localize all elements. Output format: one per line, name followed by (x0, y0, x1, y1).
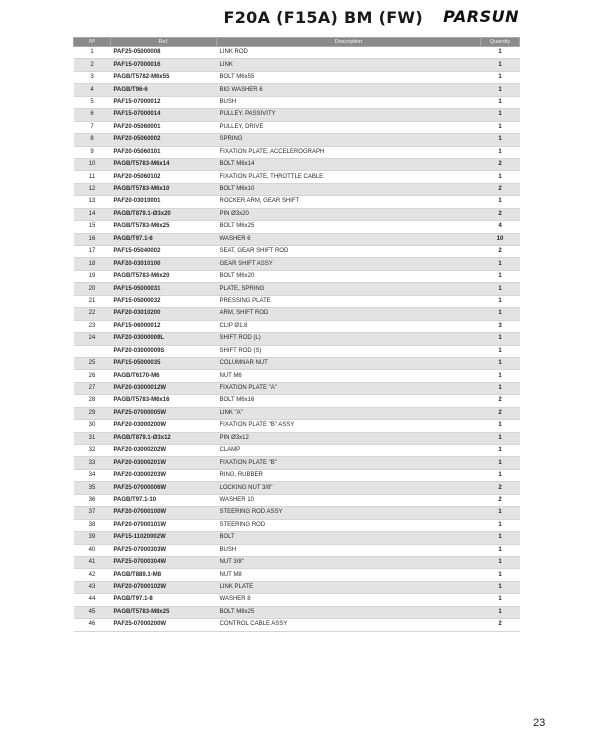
part-description: NUT M6 (217, 370, 481, 382)
part-quantity: 1 (481, 295, 520, 307)
part-reference: PAGB/T5783-M6x20 (111, 270, 217, 282)
part-description: NUT 3/8" (217, 556, 481, 568)
item-number: 46 (74, 619, 111, 631)
item-number: 40 (74, 544, 111, 556)
part-quantity: 1 (481, 382, 520, 394)
part-quantity: 2 (481, 183, 520, 195)
table-row (74, 146, 520, 158)
part-quantity: 1 (481, 333, 520, 345)
part-quantity: 1 (481, 445, 520, 457)
item-number: 7 (74, 121, 111, 133)
part-quantity: 1 (481, 59, 520, 71)
column-header-ref: Ref. (111, 38, 217, 47)
part-description: NUT M8 (217, 569, 481, 581)
item-number: 35 (74, 482, 111, 494)
part-reference: PAF20-05060101 (111, 146, 217, 158)
part-description: SPRING (217, 134, 481, 146)
part-quantity: 1 (481, 308, 520, 320)
page-header (0, 8, 519, 28)
item-number: 10 (74, 158, 111, 170)
item-number: 23 (74, 320, 111, 332)
part-quantity: 1 (481, 457, 520, 469)
part-description: LINK (217, 59, 481, 71)
part-description: CLIP Ø1.8 (217, 320, 481, 332)
item-number: 37 (74, 507, 111, 519)
part-quantity: 2 (481, 482, 520, 494)
table-row (74, 357, 520, 369)
part-quantity: 1 (481, 432, 520, 444)
part-reference: PAF20-03000009L (111, 333, 217, 345)
part-quantity: 1 (481, 71, 520, 83)
table-row (74, 494, 520, 506)
part-quantity: 1 (481, 544, 520, 556)
part-description: PIN Ø3x20 (217, 208, 481, 220)
table-row (74, 320, 520, 332)
part-reference: PAF15-05000031 (111, 283, 217, 295)
item-number: 3 (74, 71, 111, 83)
item-number: 22 (74, 308, 111, 320)
part-reference: PAGB/T97.1-10 (111, 494, 217, 506)
model-title: F20A (F15A) BM (FW) (223, 8, 423, 27)
part-quantity: 1 (481, 196, 520, 208)
item-number: 44 (74, 594, 111, 606)
table-row (74, 121, 520, 133)
part-reference: PAGB/T879.1-Ø3x12 (111, 432, 217, 444)
part-description: BUSH (217, 96, 481, 108)
part-quantity: 1 (481, 134, 520, 146)
part-reference: PAF20-05060002 (111, 134, 217, 146)
part-quantity: 1 (481, 258, 520, 270)
table-row (74, 507, 520, 519)
table-row (74, 619, 520, 631)
table-row (74, 84, 520, 96)
table-row (74, 420, 520, 432)
part-quantity: 2 (481, 208, 520, 220)
part-reference: PAGB/T5783-M8x25 (111, 606, 217, 618)
part-reference: PAF20-03010100 (111, 258, 217, 270)
column-header-number: Nº (74, 38, 111, 47)
part-description: FIXATION PLATE "B" (217, 457, 481, 469)
part-reference: PAF15-11020002W (111, 532, 217, 544)
part-description: BOLT (217, 532, 481, 544)
table-row (74, 569, 520, 581)
part-quantity: 1 (481, 370, 520, 382)
part-reference: PAF20-03000012W (111, 382, 217, 394)
table-row (74, 482, 520, 494)
part-description: LINK PLATE (217, 581, 481, 593)
part-description: LINK ROD (217, 47, 481, 59)
part-description: LINK "A" (217, 407, 481, 419)
part-quantity: 2 (481, 494, 520, 506)
item-number: 15 (74, 221, 111, 233)
part-description: BUSH (217, 544, 481, 556)
part-description: RING, RUBBER (217, 469, 481, 481)
item-number: 5 (74, 96, 111, 108)
table-row (74, 196, 520, 208)
part-description: PULLEY, PASSIVITY (217, 109, 481, 121)
part-quantity: 1 (481, 581, 520, 593)
part-quantity: 1 (481, 606, 520, 618)
table-row (74, 158, 520, 170)
part-description: COLUMNAR NUT (217, 357, 481, 369)
part-quantity: 1 (481, 121, 520, 133)
part-reference: PAF20-03010001 (111, 196, 217, 208)
part-quantity: 1 (481, 109, 520, 121)
item-number: 38 (74, 519, 111, 531)
page-number: 23 (533, 717, 546, 729)
part-reference: PAGB/T5782-M6x55 (111, 71, 217, 83)
part-reference: PAGB/T5783-M6x25 (111, 221, 217, 233)
item-number: 28 (74, 395, 111, 407)
table-row (74, 96, 520, 108)
part-quantity: 1 (481, 420, 520, 432)
part-description: STEERING ROD ASSY (217, 507, 481, 519)
table-row (74, 345, 520, 357)
table-row (74, 109, 520, 121)
part-quantity: 1 (481, 270, 520, 282)
part-quantity: 2 (481, 246, 520, 258)
item-number: 19 (74, 270, 111, 282)
part-description: CLAMP (217, 445, 481, 457)
item-number: 6 (74, 109, 111, 121)
table-row (74, 544, 520, 556)
table-row (74, 258, 520, 270)
part-reference: PAF20-07000100W (111, 507, 217, 519)
item-number: 25 (74, 357, 111, 369)
item-number: 1 (74, 47, 111, 59)
part-reference: PAF20-03000203W (111, 469, 217, 481)
table-row (74, 233, 520, 245)
part-reference: PAF20-03000201W (111, 457, 217, 469)
table-row (74, 556, 520, 568)
item-number: 20 (74, 283, 111, 295)
part-description: FIXATION PLATE "A" (217, 382, 481, 394)
table-row (74, 370, 520, 382)
item-number: 11 (74, 171, 111, 183)
part-quantity: 1 (481, 594, 520, 606)
parts-table (73, 37, 520, 632)
item-number: 2 (74, 59, 111, 71)
part-reference: PAGB/T5783-M6x14 (111, 158, 217, 170)
part-description: PRESSING PLATE (217, 295, 481, 307)
part-reference: PAF25-05000008 (111, 47, 217, 59)
part-description: BOLT M6x25 (217, 221, 481, 233)
part-reference: PAGB/T96-6 (111, 84, 217, 96)
part-reference: PAGB/T5783-M6x16 (111, 395, 217, 407)
part-reference: PAF25-07000304W (111, 556, 217, 568)
item-number: 32 (74, 445, 111, 457)
item-number: 39 (74, 532, 111, 544)
table-row (74, 606, 520, 618)
part-quantity: 10 (481, 233, 520, 245)
part-reference: PAF15-05040002 (111, 246, 217, 258)
part-quantity: 1 (481, 532, 520, 544)
part-reference: PAF15-05000032 (111, 295, 217, 307)
part-description: WASHER 10 (217, 494, 481, 506)
table-row (74, 171, 520, 183)
part-reference: PAGB/T879.1-Ø3x20 (111, 208, 217, 220)
part-description: FIXATION PLATE, THROTTLE CABLE (217, 171, 481, 183)
part-description: CONTROL CABLE ASSY (217, 619, 481, 631)
part-description: ARM, SHIFT ROD (217, 308, 481, 320)
item-number: 30 (74, 420, 111, 432)
part-quantity: 1 (481, 357, 520, 369)
part-quantity: 1 (481, 469, 520, 481)
table-row (74, 221, 520, 233)
table-row (74, 134, 520, 146)
part-description: FIXATION PLATE "B" ASSY (217, 420, 481, 432)
item-number: 42 (74, 569, 111, 581)
part-description: FIXATION PLATE, ACCELEROGRAPH (217, 146, 481, 158)
part-quantity: 1 (481, 345, 520, 357)
item-number: 13 (74, 196, 111, 208)
table-row (74, 382, 520, 394)
table-row (74, 183, 520, 195)
item-number: 24 (74, 333, 111, 345)
item-number: 45 (74, 606, 111, 618)
part-description: WASHER 8 (217, 594, 481, 606)
part-description: BOLT M6x55 (217, 71, 481, 83)
part-quantity: 4 (481, 221, 520, 233)
item-number: 27 (74, 382, 111, 394)
part-quantity: 1 (481, 556, 520, 568)
part-reference: PAF20-07000101W (111, 519, 217, 531)
part-reference: PAGB/T5783-M6x10 (111, 183, 217, 195)
part-description: PULLEY, DRIVE (217, 121, 481, 133)
table-row (74, 407, 520, 419)
part-reference: PAF20-05060102 (111, 171, 217, 183)
part-reference: PAF15-07000016 (111, 59, 217, 71)
part-reference: PAF20-03010200 (111, 308, 217, 320)
item-number: 16 (74, 233, 111, 245)
item-number: 21 (74, 295, 111, 307)
part-reference: PAF20-07000102W (111, 581, 217, 593)
table-row (74, 295, 520, 307)
table-row (74, 395, 520, 407)
item-number: 12 (74, 183, 111, 195)
table-row (74, 308, 520, 320)
item-number: 31 (74, 432, 111, 444)
part-quantity: 2 (481, 395, 520, 407)
part-quantity: 1 (481, 507, 520, 519)
part-reference: PAF15-07000012 (111, 96, 217, 108)
part-reference: PAF15-07000014 (111, 109, 217, 121)
table-row (74, 532, 520, 544)
part-description: SHIFT ROD (L) (217, 333, 481, 345)
part-description: BOLT M6x20 (217, 270, 481, 282)
part-description: ROCKER ARM, GEAR SHIFT (217, 196, 481, 208)
table-row (74, 432, 520, 444)
part-quantity: 1 (481, 519, 520, 531)
part-reference: PAGB/T6170-M6 (111, 370, 217, 382)
part-description: PLATE, SPRING (217, 283, 481, 295)
part-description: BOLT M6x16 (217, 395, 481, 407)
table-row (74, 283, 520, 295)
part-reference: PAF25-07000200W (111, 619, 217, 631)
part-quantity: 1 (481, 283, 520, 295)
table-row (74, 333, 520, 345)
part-reference: PAGB/T97.1-8 (111, 594, 217, 606)
part-description: PIN Ø3x12 (217, 432, 481, 444)
table-row (74, 457, 520, 469)
parts-table-body (74, 47, 520, 632)
part-quantity: 1 (481, 47, 520, 59)
table-row (74, 208, 520, 220)
item-number: 33 (74, 457, 111, 469)
item-number: 18 (74, 258, 111, 270)
part-description: SEAT, GEAR SHIFT ROD (217, 246, 481, 258)
table-row (74, 47, 520, 59)
part-reference: PAF20-03000200W (111, 420, 217, 432)
part-description: GEAR SHIFT ASSY (217, 258, 481, 270)
table-row (74, 445, 520, 457)
item-number: 43 (74, 581, 111, 593)
part-reference: PAF15-05000035 (111, 357, 217, 369)
part-quantity: 1 (481, 96, 520, 108)
part-reference: PAF25-07000005W (111, 407, 217, 419)
part-description: LOCKING NUT 3/8" (217, 482, 481, 494)
parsun-logo: PARSUN (443, 7, 519, 26)
table-row (74, 469, 520, 481)
part-reference: PAGB/T97.1-6 (111, 233, 217, 245)
part-reference: PAF20-05060001 (111, 121, 217, 133)
item-number: 34 (74, 469, 111, 481)
column-header-quantity: Quantity (481, 38, 520, 47)
part-quantity: 1 (481, 146, 520, 158)
part-reference: PAF25-07000006W (111, 482, 217, 494)
item-number: 4 (74, 84, 111, 96)
part-reference: PAGB/T889.1-M8 (111, 569, 217, 581)
item-number: 9 (74, 146, 111, 158)
item-number: 17 (74, 246, 111, 258)
part-quantity: 1 (481, 171, 520, 183)
part-description: WASHER 6 (217, 233, 481, 245)
part-description: SHIFT ROD (S) (217, 345, 481, 357)
item-number: 14 (74, 208, 111, 220)
part-quantity: 1 (481, 569, 520, 581)
item-number: 26 (74, 370, 111, 382)
part-quantity: 2 (481, 619, 520, 631)
item-number: 8 (74, 134, 111, 146)
part-reference: PAF25-07000303W (111, 544, 217, 556)
part-description: BOLT M6x14 (217, 158, 481, 170)
part-quantity: 2 (481, 158, 520, 170)
table-row (74, 594, 520, 606)
table-row (74, 581, 520, 593)
part-quantity: 2 (481, 407, 520, 419)
part-reference: PAF20-03000202W (111, 445, 217, 457)
part-description: BIG WASHER 6 (217, 84, 481, 96)
table-header-row (74, 38, 520, 47)
item-number: 41 (74, 556, 111, 568)
part-reference: PAF15-06000012 (111, 320, 217, 332)
part-description: STEERING ROD (217, 519, 481, 531)
part-reference: PAF20-03000009S (111, 345, 217, 357)
item-number (74, 345, 111, 357)
table-row (74, 246, 520, 258)
table-row (74, 71, 520, 83)
item-number: 36 (74, 494, 111, 506)
part-description: BOLT M8x25 (217, 606, 481, 618)
table-row (74, 519, 520, 531)
table-row (74, 270, 520, 282)
part-description: BOLT M6x10 (217, 183, 481, 195)
part-quantity: 1 (481, 84, 520, 96)
column-header-description: Description (217, 38, 481, 47)
item-number: 29 (74, 407, 111, 419)
part-quantity: 3 (481, 320, 520, 332)
table-row (74, 59, 520, 71)
